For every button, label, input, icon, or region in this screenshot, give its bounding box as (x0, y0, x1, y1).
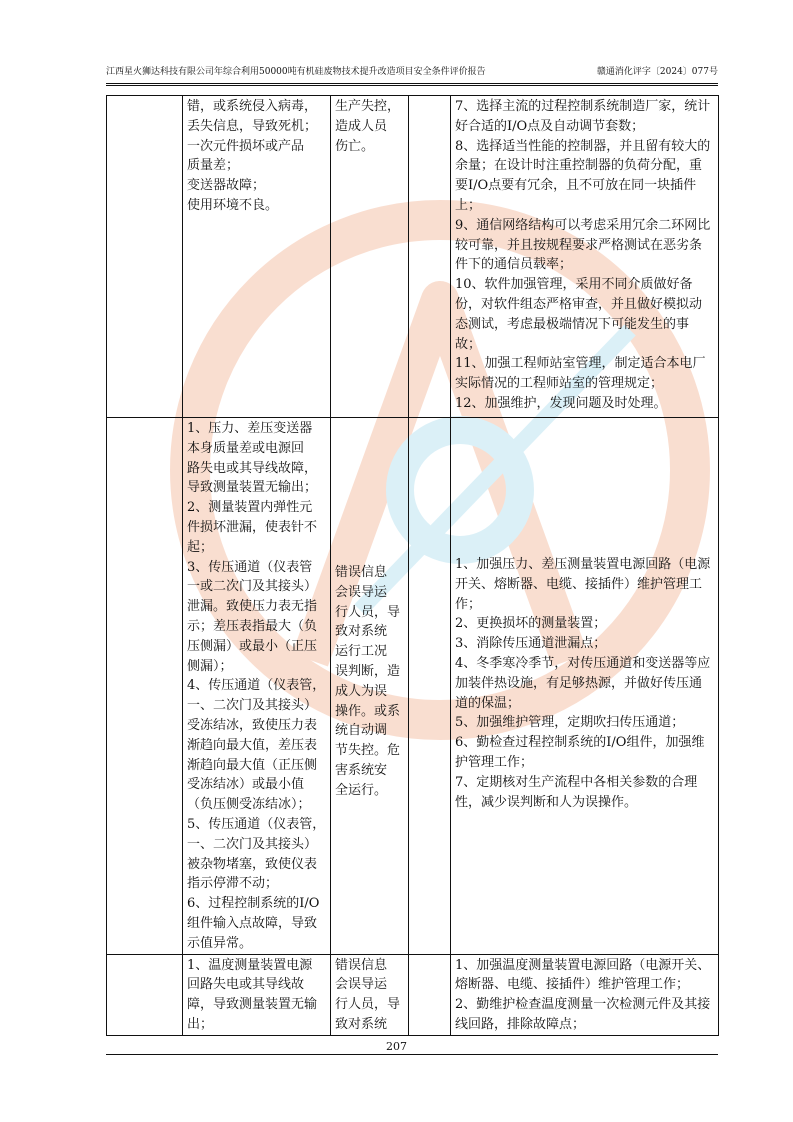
hazard-unit-cell (107, 954, 183, 1035)
cause-cell-line: 泄漏。致使压力表无指 (187, 599, 318, 615)
measures-cell-line: 1、加强温度测量装置电源回路（电源开关、熔断器、电缆、接插件）维护管理工作； (455, 957, 711, 993)
header-report-number: 赣通消化评字〔2024〕077号 (596, 67, 718, 77)
measures-cell-line: 2、更换损坏的测量装置； (455, 616, 607, 632)
hazard-analysis-table (106, 95, 719, 1036)
cause-cell-line: 回路失电或其导线故 (187, 977, 305, 993)
cause-cell-line: 被杂物堵塞，致使仪表 (187, 856, 318, 872)
consequence-cell-line: 害系统安 (335, 762, 388, 778)
measures-cell-line: 12、加强维护，发现问题及时处理。 (455, 395, 667, 411)
cause-cell-line: 一、二次门及其接头） (187, 698, 318, 714)
header-rule-thin (106, 85, 718, 86)
consequence-cell-line: 会误导运 (335, 584, 388, 600)
consequence-cell-line: 节失控。危 (335, 743, 401, 759)
cause-cell-line: 受冻结冰）或最小值 (187, 777, 305, 793)
consequence-cell-line: 会误导运 (335, 977, 388, 993)
cause-cell-line: 导致测量装置无输出； (187, 480, 318, 496)
cause-cell-line: 6、过程控制系统的I/O (187, 896, 320, 912)
measures-cell-line: 4、冬季寒冷季节，对传压通道和变送器等应加装伴热设施，有足够热源，并做好传压通道的保温； (455, 655, 711, 711)
consequence-cell-line: 致对系统 (335, 624, 388, 640)
consequence-cell-line: 生产失控， (335, 99, 401, 114)
measures-cell-line: 11、加强工程师站室管理，制定适合本电厂实际情况的工程师站室的管理规定； (455, 356, 706, 392)
measures-cell-line: 3、消除传压通道泄漏点； (455, 636, 607, 652)
measures-cell (451, 96, 719, 418)
page-header (106, 64, 718, 80)
measures-cell-line: 9、通信网络结构可以考虑采用冗余二环网比较可靠，并且按规程要求严格测试在恶劣条件下的通信员载率； (455, 217, 711, 273)
cause-cell-line: 丢失信息，导致死机； (187, 118, 318, 134)
consequence-cell-line: 全运行。 (335, 782, 388, 798)
cause-cell-line: 示值异常。 (187, 935, 253, 951)
cause-cell-line: 一或二次门及其接头） (187, 579, 318, 595)
consequence-cell-line: 操作。或系 (335, 703, 401, 719)
measures-cell-line: 5、加强维护管理，定期吹扫传压通道； (455, 715, 685, 731)
cause-cell-line: 使用环境不良。 (187, 197, 279, 213)
consequence-cell-line: 错误信息 (335, 565, 388, 580)
cause-cell-line: 2、测量装置内弹性元 (187, 500, 313, 516)
cause-cell (183, 96, 331, 418)
cause-cell-line: 1、压力、差压变送器 (187, 421, 313, 436)
cause-cell-line: 3、传压通道（仪表管 (187, 559, 313, 575)
risk-level-cell (409, 954, 451, 1035)
cause-cell-line: 4、传压通道（仪表管， (187, 678, 326, 694)
risk-level-cell (409, 96, 451, 418)
cause-cell-line: 障，导致测量装置无输 (187, 997, 318, 1013)
consequence-cell-line: 造成人员 (335, 118, 388, 134)
cause-cell (183, 418, 331, 955)
table-row (107, 418, 719, 955)
cause-cell-line: 路失电或其导线故障， (187, 460, 318, 476)
footer-rule (106, 1054, 718, 1055)
cause-cell-line: 指示停滞不动； (187, 876, 279, 892)
table-row (107, 96, 719, 418)
measures-cell (451, 418, 719, 955)
measures-cell-line: 8、选择适当性能的控制器，并且留有较大的余量；在设计时注重控制器的负荷分配，重要I/O点要有冗余，且不可放在同一块插件上； (455, 138, 711, 213)
cause-cell-line: 质量差； (187, 158, 240, 174)
header-rule (106, 83, 718, 84)
table-row (107, 954, 719, 1035)
measures-cell-line: 7、定期核对生产流程中各相关参数的合理性，减少误判断和人为误操作。 (455, 774, 698, 810)
consequence-cell-line: 错误信息 (335, 957, 388, 973)
measures-cell-line: 2、勤维护检查温度测量一次检测元件及其接线回路，排除故障点； (455, 997, 711, 1032)
measures-cell-line: 10、软件加强管理，采用不同介质做好备份，对软件组态严格审查，并且做好模拟动态测试，考虑最极端情况下可能发生的事故； (455, 277, 703, 352)
measures-cell (451, 954, 719, 1035)
page-number: 207 (386, 1040, 407, 1053)
cause-cell (183, 954, 331, 1035)
cause-cell-line: 变送器故障； (187, 178, 266, 194)
cause-cell-line: 受冻结冰，致使压力表 (187, 717, 318, 733)
cause-cell-line: 渐趋向最大值，差压表 (187, 737, 318, 753)
risk-level-cell (409, 418, 451, 955)
measures-cell-line: 1、加强压力、差压测量装置电源回路（电源开关、熔断器、电缆、接插件）维护管理工作； (455, 557, 711, 612)
cause-cell-line: 本身质量差或电源回 (187, 440, 305, 456)
cause-cell-line: 一、二次门及其接头） (187, 836, 318, 852)
cause-cell-line: 示；差压表指最大（负 (187, 618, 318, 634)
cause-cell-line: 出； (187, 1016, 214, 1032)
cause-cell-line: 压侧漏）或最小（正压 (187, 638, 318, 654)
hazard-unit-cell (107, 418, 183, 955)
cause-cell-line: （负压侧受冻结冰）； (187, 797, 311, 813)
consequence-cell (331, 418, 409, 955)
cause-cell-line: 件损坏泄漏，使表针不 (187, 519, 318, 535)
header-report-title: 江西星火狮达科技有限公司年综合利用50000吨有机硅废物技术提升改造项目安全条件评价报告 (106, 67, 486, 77)
cause-cell-line: 组件输入点故障，导致 (187, 915, 318, 931)
cause-cell-line: 错，或系统侵入病毒， (187, 99, 318, 114)
cause-cell-line: 渐趋向最大值（正压侧 (187, 757, 318, 773)
consequence-cell-line: 成人为误 (335, 683, 388, 699)
measures-cell-line: 7、选择主流的过程控制系统制造厂家，统计好合适的I/O点及自动调节套数； (455, 99, 711, 134)
hazard-unit-cell (107, 96, 183, 418)
consequence-cell-line: 行人员，导 (335, 604, 401, 620)
cause-cell-line: 1、温度测量装置电源 (187, 957, 313, 973)
measures-cell-line: 6、勤检查过程控制系统的I/O组件，加强维护管理工作； (455, 735, 705, 770)
consequence-cell-line: 行人员，导 (335, 997, 401, 1013)
consequence-cell-line: 致对系统 (335, 1016, 388, 1032)
cause-cell-line: 5、传压通道（仪表管， (187, 816, 326, 832)
consequence-cell-line: 伤亡。 (335, 138, 375, 154)
consequence-cell (331, 96, 409, 418)
consequence-cell (331, 954, 409, 1035)
cause-cell-line: 起； (187, 539, 214, 555)
consequence-cell-line: 误判断，造 (335, 663, 401, 679)
consequence-cell-line: 统自动调 (335, 723, 388, 739)
cause-cell-line: 一次元件损坏或产品 (187, 138, 305, 154)
cause-cell-line: 侧漏）； (187, 658, 233, 674)
consequence-cell-line: 运行工况 (335, 644, 388, 660)
